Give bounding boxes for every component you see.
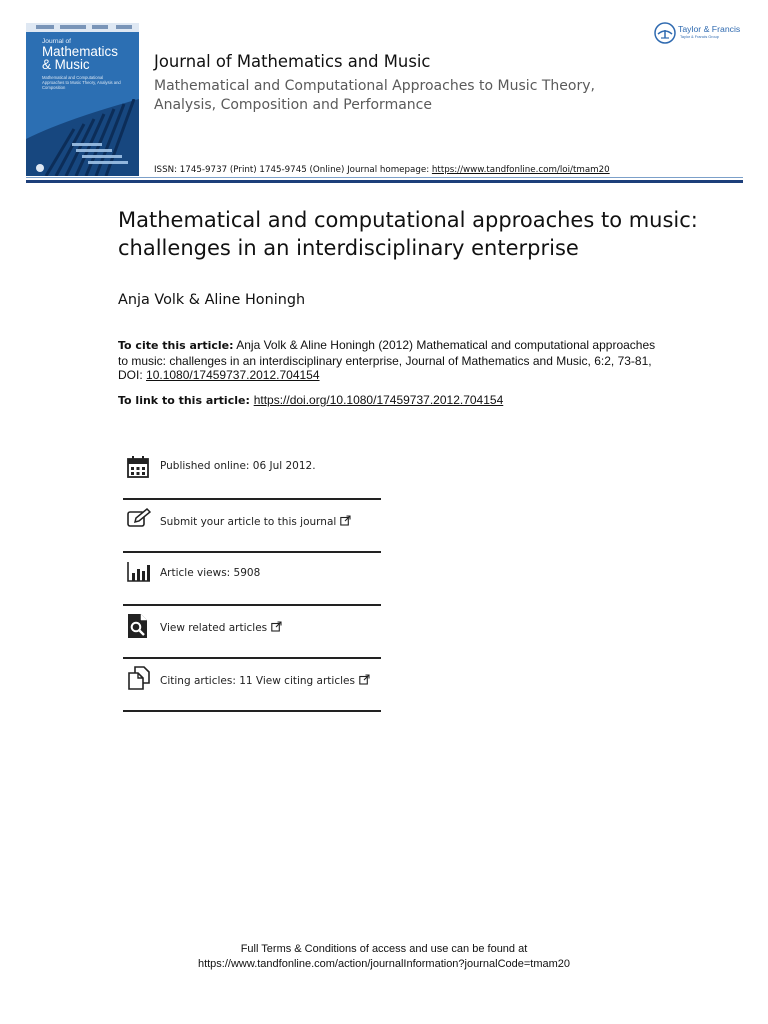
calendar-icon: [127, 456, 149, 478]
publisher-name: Taylor & Francis: [678, 24, 741, 34]
article-link-label: To link to this article:: [118, 394, 254, 407]
article-views-row: [123, 560, 381, 588]
journal-subtitle: Mathematical and Computational Approaches to Music Theory, Analysis, Composition and Performance: [154, 78, 595, 113]
bar-chart-icon: [127, 561, 151, 583]
external-link-icon: [340, 515, 351, 526]
cover-journal-small: Journal of: [42, 38, 71, 45]
published-online-row: [123, 455, 381, 483]
cover-title-line1: Mathematics: [42, 44, 118, 59]
submit-article-label: Submit your article to this journal: [160, 516, 337, 528]
header-divider-thin: [26, 177, 743, 178]
footer-terms: [0, 942, 768, 972]
citation-block: [118, 338, 658, 383]
citing-articles-row[interactable]: [123, 666, 381, 694]
citing-articles-label: Citing articles: 11 View citing articles: [160, 675, 355, 687]
edit-icon: [127, 508, 151, 530]
footer-terms-link[interactable]: https://www.tandfonline.com/action/journalInformation?journalCode=tmam20: [197, 958, 571, 970]
citing-articles-link[interactable]: [160, 674, 370, 687]
journal-cover-image: [26, 23, 139, 176]
document-search-icon: [127, 613, 149, 639]
external-link-icon: [359, 674, 370, 685]
info-divider: [123, 657, 381, 659]
cover-header-bar: [26, 23, 139, 32]
related-articles-row[interactable]: [123, 613, 381, 641]
submit-article-row[interactable]: [123, 508, 381, 536]
info-divider: [123, 498, 381, 500]
publisher-group: Taylor & Francis Group: [680, 35, 719, 39]
article-title: Mathematical and computational approaches to music: challenges in an interdisciplinary enterprise: [118, 208, 698, 260]
published-online-label: Published online: 06 Jul 2012.: [160, 460, 316, 472]
info-divider: [123, 604, 381, 606]
external-link-icon: [271, 621, 282, 632]
journal-homepage-link[interactable]: https://www.tandfonline.com/loi/tmam20: [431, 165, 610, 175]
footer-line1: Full Terms & Conditions of access and use can be found at: [240, 943, 528, 955]
citation-label: To cite this article:: [118, 339, 234, 352]
info-divider: [123, 710, 381, 712]
article-link-row: [118, 393, 503, 407]
copy-documents-icon: [127, 666, 151, 690]
related-articles-label: View related articles: [160, 622, 268, 634]
cover-title-line2: & Music: [42, 57, 90, 72]
submit-article-link[interactable]: [160, 515, 351, 528]
journal-title: Journal of Mathematics and Music: [154, 52, 431, 71]
header-divider-thick: [26, 180, 743, 183]
issn-text: ISSN: 1745-9737 (Print) 1745-9745 (Online) Journal homepage:: [154, 165, 432, 175]
article-views-label: Article views: 5908: [160, 567, 261, 579]
doi-link[interactable]: 10.1080/17459737.2012.704154: [146, 368, 320, 382]
cover-title: [42, 45, 137, 71]
issn-line: [154, 165, 610, 175]
info-divider: [123, 551, 381, 553]
citation-text: Anja Volk & Aline Honingh (2012) Mathematical and computational approaches to music: challenges in an interdisciplinary enterprise, Journal of Mathematics and Music, 6:2, 73-81, DOI:: [118, 338, 656, 382]
cover-subtitle: Mathematical and Computational Approaches to Music Theory, Analysis and Composition: [42, 75, 121, 90]
article-authors: Anja Volk & Aline Honingh: [118, 292, 306, 308]
article-link-url[interactable]: https://doi.org/10.1080/17459737.2012.704154: [253, 393, 504, 407]
taylor-francis-logo-icon: [654, 22, 676, 44]
cover-artwork: [26, 99, 139, 176]
related-articles-link[interactable]: [160, 621, 282, 634]
